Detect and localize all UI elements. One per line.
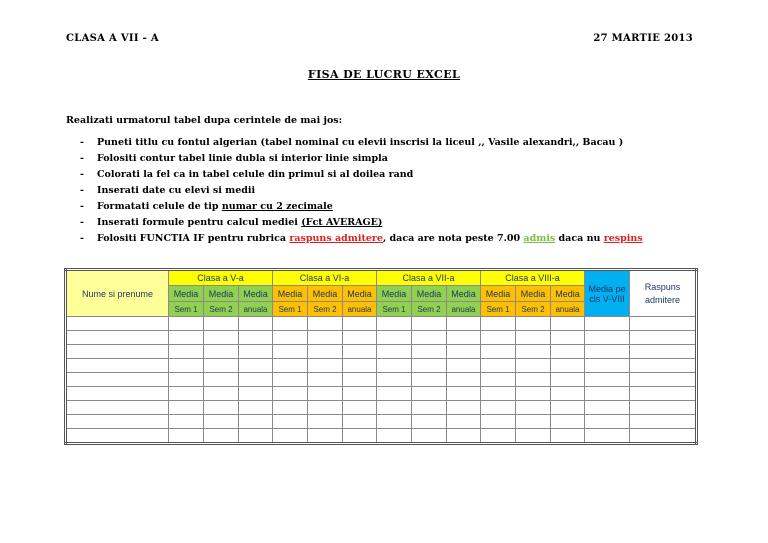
table-cell [551,345,585,359]
table-cell [273,317,308,331]
task-list [80,135,643,247]
table-cell [239,317,273,331]
col-subheader: Sem 1 [481,302,516,317]
table-cell [66,387,169,401]
table-cell [273,331,308,345]
table-cell [481,429,516,444]
table-cell [630,345,697,359]
table-cell [412,359,447,373]
table-cell [239,387,273,401]
table-cell [447,401,481,415]
list-item: - Folositi contur tabel linie dubla si interior linie simpla [80,153,388,164]
col-subheader: Sem 1 [377,302,412,317]
col-header: Media [412,286,447,302]
table-cell [204,373,239,387]
table-row [66,373,697,387]
col-header: Media [239,286,273,302]
col-header: Media [273,286,308,302]
table-cell [308,387,343,401]
table-cell [551,387,585,401]
table-cell [239,373,273,387]
table-cell [343,317,377,331]
table-cell [273,415,308,429]
table-cell [169,331,204,345]
table-cell [204,429,239,444]
list-item: - Formatati celule de tip numar cu 2 zecimale [80,201,333,212]
table-cell [66,345,169,359]
col-header: Media [377,286,412,302]
table-cell [447,429,481,444]
table-cell [551,429,585,444]
table-cell [66,359,169,373]
col-subheader: anuala [447,302,481,317]
table-row [66,387,697,401]
group-header: Clasa a VIII-a [481,270,585,286]
table-cell [66,317,169,331]
table-cell [585,359,630,373]
table-cell [66,401,169,415]
table-cell [204,387,239,401]
table-cell [343,345,377,359]
table-cell [551,331,585,345]
col-header: Media [169,286,204,302]
table-cell [273,373,308,387]
table-cell [169,401,204,415]
table-cell [377,331,412,345]
table-cell [204,401,239,415]
table-cell [516,317,551,331]
table-cell [239,415,273,429]
col-subheader: Sem 2 [516,302,551,317]
list-item: - Puneti titlu cu fontul algerian (tabel nominal cu elevii inscrisi la liceul ,, Vasile alexandri,, Bacau ) [80,137,624,148]
col-subheader: Sem 2 [412,302,447,317]
table-cell [377,359,412,373]
table-cell [516,373,551,387]
table-cell [204,359,239,373]
table-cell [239,359,273,373]
table-cell [630,415,697,429]
table-cell [630,331,697,345]
table-cell [412,317,447,331]
table-cell [343,373,377,387]
table-cell [481,345,516,359]
table-cell [343,359,377,373]
page-title: FISA DE LUCRU EXCEL [307,68,461,81]
table-cell [481,359,516,373]
table-cell [630,359,697,373]
table-cell [412,331,447,345]
table-cell [585,373,630,387]
table-cell [551,317,585,331]
table-cell [630,387,697,401]
table-row [66,331,697,345]
table-cell [630,429,697,444]
table-cell [66,373,169,387]
col-header: Media [308,286,343,302]
table-cell [481,415,516,429]
table-cell [204,415,239,429]
table-cell [447,387,481,401]
table-cell [273,401,308,415]
table-row [66,415,697,429]
table-cell [308,415,343,429]
table-cell [516,429,551,444]
table-cell [481,401,516,415]
table-cell [412,429,447,444]
table-cell [585,401,630,415]
table-cell [343,429,377,444]
table-cell [412,345,447,359]
table-cell [516,401,551,415]
table-cell [239,401,273,415]
table-cell [481,373,516,387]
table-cell [516,387,551,401]
col-header: Media [516,286,551,302]
table-cell [308,359,343,373]
table-row [66,429,697,444]
table-cell [630,401,697,415]
table-cell [343,387,377,401]
col-subheader: Sem 1 [169,302,204,317]
table-cell [204,345,239,359]
table-cell [585,317,630,331]
table-cell [585,345,630,359]
table-cell [66,429,169,444]
table-cell [308,401,343,415]
list-item: - Inserati formule pentru calcul mediei (Fct AVERAGE) [80,217,383,228]
table-cell [66,331,169,345]
table-cell [343,415,377,429]
table-cell [308,345,343,359]
table-cell [239,429,273,444]
table-cell [630,373,697,387]
list-item: - Colorati la fel ca in tabel celule din primul si al doilea rand [80,169,414,180]
table-cell [273,429,308,444]
list-item: - Inserati date cu elevi si medii [80,185,256,196]
col-header: Media [551,286,585,302]
table-cell [447,345,481,359]
table-cell [377,387,412,401]
table-cell [412,387,447,401]
table-cell [204,317,239,331]
list-item: - Folositi FUNCTIA IF pentru rubrica raspuns admitere, daca are nota peste 7.00 admis daca nu respins [80,233,643,244]
table-cell [412,401,447,415]
table-cell [308,317,343,331]
col-subheader: anuala [239,302,273,317]
table-cell [481,317,516,331]
table-cell [447,317,481,331]
table-cell [377,429,412,444]
table-cell [377,373,412,387]
table-cell [585,429,630,444]
group-header: Clasa a VI-a [273,270,377,286]
group-header: Clasa a VII-a [377,270,481,286]
table-cell [516,359,551,373]
table-cell [273,345,308,359]
table-cell [412,415,447,429]
table-cell [169,373,204,387]
table-cell [343,401,377,415]
name-header: Nume si prenume [66,270,169,317]
col-subheader: Sem 1 [273,302,308,317]
table-cell [516,331,551,345]
table-cell [585,387,630,401]
table-cell [66,415,169,429]
table-cell [447,373,481,387]
table-row [66,345,697,359]
table-cell [343,331,377,345]
table-cell [169,317,204,331]
col-header: Media [343,286,377,302]
table-cell [447,331,481,345]
table-cell [377,317,412,331]
group-header: Clasa a V-a [169,270,273,286]
table-cell [516,415,551,429]
table-cell [308,429,343,444]
media-total-header: Media pe cls V-VIII [585,270,630,317]
date-label: 27 MARTIE 2013 [593,33,693,44]
table-cell [447,415,481,429]
table-cell [585,415,630,429]
table-cell [377,345,412,359]
table-cell [551,401,585,415]
table-cell [169,429,204,444]
grades-table [64,268,698,445]
col-header: Media [481,286,516,302]
table-cell [481,387,516,401]
table-cell [447,359,481,373]
col-subheader: anuala [343,302,377,317]
col-header: Media [447,286,481,302]
table-cell [169,387,204,401]
instructions-intro: Realizati urmatorul tabel dupa cerintele de mai jos: [66,115,343,126]
table-cell [551,373,585,387]
table-cell [239,345,273,359]
col-header: Media [204,286,239,302]
table-cell [169,359,204,373]
table-cell [551,359,585,373]
table-cell [551,415,585,429]
table-cell [516,345,551,359]
table-cell [412,373,447,387]
raspuns-header: Raspuns admitere [630,270,697,317]
table-cell [273,359,308,373]
col-subheader: anuala [551,302,585,317]
table-cell [273,387,308,401]
table-cell [308,331,343,345]
table-row [66,401,697,415]
table-cell [204,331,239,345]
table-cell [308,373,343,387]
class-label: CLASA A VII - A [66,33,159,44]
table-cell [169,415,204,429]
table-cell [630,317,697,331]
table-cell [377,401,412,415]
table-row [66,359,697,373]
table-cell [377,415,412,429]
table-row [66,317,697,331]
table-cell [585,331,630,345]
table-cell [481,331,516,345]
col-subheader: Sem 2 [204,302,239,317]
table-cell [169,345,204,359]
col-subheader: Sem 2 [308,302,343,317]
table-cell [239,331,273,345]
